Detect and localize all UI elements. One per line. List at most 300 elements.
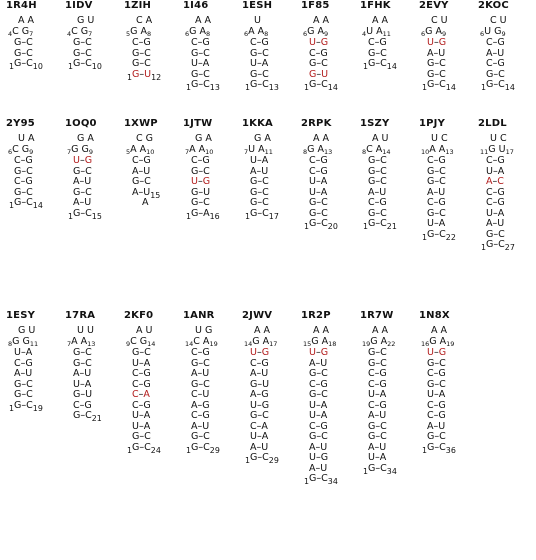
base: A <box>320 410 328 421</box>
pair-bond: – <box>80 37 86 48</box>
last-residue-number: 14 <box>32 200 43 210</box>
pair-bond: – <box>139 58 145 69</box>
base: U <box>309 347 316 358</box>
base-pair <box>250 422 268 432</box>
pdb-id-label: 1IDV <box>65 0 93 11</box>
loop-left-number: 4 <box>362 30 367 38</box>
pair-bond: – <box>433 218 439 229</box>
pair-bond: – <box>21 47 27 59</box>
base: C <box>26 399 33 411</box>
pair-bond: – <box>257 47 263 59</box>
pair-bond: – <box>257 79 263 90</box>
base: G <box>368 420 376 432</box>
loop-right-number: 19 <box>209 340 218 348</box>
last-residue-number: 10 <box>32 61 43 71</box>
base: C <box>497 176 504 187</box>
base: C <box>26 165 33 177</box>
loop-right-number: 9 <box>324 30 329 38</box>
base-pair <box>73 359 92 369</box>
pair-bond: – <box>492 165 498 177</box>
base: G <box>427 68 435 80</box>
base: C <box>427 368 434 379</box>
base: U <box>486 207 493 219</box>
loop-left-number: 5 <box>126 148 131 156</box>
loop-closing-bases: $_5$A $A_{10}$ <box>126 144 155 156</box>
base: U <box>320 357 328 369</box>
base: A <box>73 197 80 208</box>
base: A <box>486 47 493 59</box>
base: C <box>26 389 33 400</box>
base-pair <box>368 443 386 453</box>
base: C <box>380 347 387 358</box>
base: G <box>379 399 387 411</box>
base: C <box>85 410 92 421</box>
base: C <box>427 410 434 421</box>
pair-bond: – <box>198 207 204 219</box>
base: G <box>73 389 81 400</box>
base: G <box>427 441 435 453</box>
base-pair <box>309 369 328 379</box>
base-pair <box>132 49 151 59</box>
pair-bond: – <box>21 58 27 69</box>
loop-right-number: 13 <box>87 340 96 348</box>
base-pair <box>14 359 33 369</box>
first-residue-number: 1 <box>363 221 369 231</box>
loop-left-number: 9 <box>126 340 131 348</box>
first-residue-number: 1 <box>186 211 192 221</box>
base: C <box>427 155 434 166</box>
base-pair <box>250 59 268 69</box>
base-pair <box>245 80 279 93</box>
first-residue-number: 1 <box>127 445 133 455</box>
base: G <box>379 368 387 379</box>
loop-top-bases: A A <box>18 15 35 26</box>
pdb-id-label: 1I46 <box>183 0 209 11</box>
pair-bond: – <box>139 176 145 187</box>
pair-bond: – <box>138 368 144 379</box>
base-pair <box>250 38 269 48</box>
pair-bond: – <box>434 176 440 187</box>
base: C <box>380 47 387 59</box>
base: U <box>320 462 328 474</box>
pair-bond: – <box>139 347 145 358</box>
loop-left-number: 8 <box>303 148 308 156</box>
base: C <box>203 47 210 59</box>
base: C <box>321 207 328 219</box>
base: C <box>380 165 387 177</box>
base-pair <box>368 453 386 463</box>
pair-bond: – <box>138 155 144 166</box>
pair-bond: – <box>316 197 322 208</box>
base-pair <box>309 348 328 358</box>
base: G <box>143 378 151 390</box>
base: C <box>439 58 446 69</box>
last-residue-number: 14 <box>386 61 397 71</box>
pair-bond: – <box>493 68 499 80</box>
base-pair <box>250 198 269 208</box>
base: C <box>26 197 33 208</box>
base: G <box>73 47 81 59</box>
pair-bond: – <box>374 186 380 198</box>
base: U <box>261 441 269 453</box>
base-pair <box>14 156 33 166</box>
base-pair <box>191 348 210 358</box>
base: C <box>132 399 139 411</box>
loop-right-number: 8 <box>147 30 152 38</box>
base: G <box>73 347 81 358</box>
pair-bond: – <box>197 368 203 379</box>
base: A <box>320 176 328 187</box>
base-pair <box>368 411 386 421</box>
base: C <box>380 218 387 229</box>
pair-bond: – <box>256 399 262 411</box>
base: G <box>250 410 258 421</box>
pair-bond: – <box>433 399 439 411</box>
pair-bond: – <box>433 410 439 421</box>
base: C <box>144 441 151 453</box>
base: G <box>368 347 376 358</box>
base: G <box>368 176 376 187</box>
base: C <box>368 399 375 411</box>
loop-top-bases: A A <box>254 325 271 336</box>
base: G <box>427 165 435 177</box>
base: G <box>143 37 151 48</box>
pair-bond: – <box>375 431 381 442</box>
loop-left-number: 16 <box>421 340 430 348</box>
pair-bond: – <box>375 347 381 358</box>
loop-closing-bases: $_{10}$A $A_{13}$ <box>421 144 454 156</box>
base: A <box>73 176 80 187</box>
base-pair <box>186 443 220 456</box>
loop-top-bases: G A <box>77 133 94 144</box>
base-pair <box>304 80 338 93</box>
base: C <box>26 37 33 48</box>
hairpin-panel-2ldl <box>472 118 530 368</box>
base: A <box>143 410 151 421</box>
base: G <box>379 197 387 208</box>
pair-bond: – <box>433 420 439 432</box>
first-residue-number: 1 <box>9 403 15 413</box>
loop-closing-bases: $_7$A $A_{13}$ <box>67 336 96 348</box>
base: U <box>250 399 257 411</box>
pair-bond: – <box>20 357 26 369</box>
pair-bond: – <box>80 410 86 421</box>
pdb-id-label: 1JTW <box>183 118 213 129</box>
pair-bond: – <box>80 389 86 400</box>
base: G <box>132 176 140 187</box>
pair-bond: – <box>434 79 440 90</box>
pair-bond: – <box>197 410 203 421</box>
base: C <box>321 389 328 400</box>
pair-bond: – <box>80 357 86 369</box>
base: G <box>427 58 435 69</box>
hairpin-panel-17ra <box>59 310 117 560</box>
base-pair <box>14 167 33 177</box>
base: A <box>25 347 33 358</box>
base-pair <box>191 432 210 442</box>
base: G <box>84 155 93 166</box>
base-pair <box>427 49 445 59</box>
pair-bond: – <box>433 368 439 379</box>
base: G <box>202 399 210 411</box>
loop-closing-bases: $_9$C $G_{14}$ <box>126 336 156 348</box>
pdb-id-label: 1ESH <box>242 0 273 11</box>
pair-bond: – <box>375 58 381 69</box>
base-pair <box>427 401 446 411</box>
base: G <box>379 37 387 48</box>
base-pair <box>250 401 269 411</box>
base: U <box>379 410 387 421</box>
base: A <box>132 186 139 198</box>
base: G <box>132 431 140 442</box>
base: G <box>202 176 211 187</box>
pair-bond: – <box>256 431 262 442</box>
base: C <box>191 389 198 400</box>
base: C <box>439 357 446 369</box>
base: C <box>85 37 92 48</box>
pdb-id-label: 2EVY <box>419 0 449 11</box>
base: U <box>191 176 198 187</box>
base: G <box>250 68 258 80</box>
loop-left-number: 8 <box>362 148 367 156</box>
base-pair <box>309 59 328 69</box>
first-residue-number: 1 <box>68 211 74 221</box>
pair-bond: – <box>197 37 203 48</box>
base: G <box>438 399 446 411</box>
base-pair <box>422 80 456 93</box>
loop-top-bases: C A <box>136 15 153 26</box>
base: C <box>439 165 446 177</box>
base-pair <box>132 369 151 379</box>
pair-bond: – <box>316 368 322 379</box>
base: U <box>143 165 151 177</box>
pair-bond: – <box>493 228 499 240</box>
loop-right-number: 9 <box>88 148 94 156</box>
base: A <box>203 207 210 219</box>
base: C <box>486 197 493 208</box>
base-pair <box>368 49 387 59</box>
base: G <box>132 68 140 80</box>
base: C <box>262 186 269 198</box>
base: A <box>132 165 139 177</box>
pair-bond: – <box>138 357 144 369</box>
loop-top-bases: A U <box>136 325 153 336</box>
base: G <box>379 378 387 390</box>
base: A <box>309 357 316 369</box>
last-residue-number: 13 <box>209 82 220 92</box>
base: G <box>202 155 210 166</box>
base: G <box>368 155 376 166</box>
base: C <box>380 58 387 69</box>
base-pair <box>309 177 327 187</box>
base: A <box>320 186 328 198</box>
base: A <box>379 389 387 400</box>
pair-bond: – <box>138 410 144 421</box>
loop-closing-bases: $_4$C $G_7$ <box>8 26 34 38</box>
base-pair <box>427 70 446 80</box>
base-pair <box>427 209 446 219</box>
base: C <box>262 47 269 59</box>
base: G <box>427 207 435 219</box>
base: A <box>368 410 375 421</box>
loop-left-number: 7 <box>67 340 72 348</box>
loop-closing-bases: $_{11}$G $U_{17}$ <box>480 144 514 156</box>
loop-left-number: 6 <box>421 30 426 38</box>
pair-bond: – <box>374 410 380 421</box>
pair-bond: – <box>20 176 26 187</box>
base: G <box>368 47 376 59</box>
base: U <box>250 347 257 358</box>
base: G <box>427 228 435 240</box>
loop-right-number: 11 <box>264 148 273 156</box>
base: U <box>144 68 152 80</box>
pair-bond: – <box>256 357 262 369</box>
base-pair <box>368 209 387 219</box>
loop-closing-bases: $_6$U $G_9$ <box>480 26 506 38</box>
base: C <box>26 58 33 69</box>
pair-bond: – <box>139 68 145 80</box>
base: G <box>497 37 505 48</box>
base-pair <box>132 422 150 432</box>
base: G <box>202 37 210 48</box>
pair-bond: – <box>198 197 204 208</box>
pair-bond: – <box>375 155 381 166</box>
base-pair <box>191 177 210 187</box>
base: C <box>439 378 446 390</box>
pair-bond: – <box>256 165 262 177</box>
loop-top-bases: U U <box>77 325 94 336</box>
loop-left-number: 19 <box>362 340 371 348</box>
loop-right-number: 13 <box>324 148 333 156</box>
pair-bond: – <box>315 410 321 421</box>
base: C <box>427 197 434 208</box>
base: G <box>14 58 22 69</box>
base: G <box>320 37 329 48</box>
base: G <box>73 207 81 219</box>
base: C <box>486 186 493 198</box>
loop-left-number: 14 <box>185 340 194 348</box>
base: G <box>427 357 435 369</box>
base: G <box>309 79 317 90</box>
base: G <box>132 58 140 69</box>
base: U <box>84 197 92 208</box>
pair-bond: – <box>316 68 322 80</box>
pair-bond: – <box>198 165 204 177</box>
base: G <box>132 441 140 453</box>
base: C <box>309 165 316 177</box>
base: G <box>497 186 505 198</box>
pair-bond: – <box>316 389 322 400</box>
pair-bond: – <box>374 368 380 379</box>
last-residue-number: 24 <box>150 445 161 455</box>
base-pair <box>368 380 387 390</box>
last-residue-number: 17 <box>268 211 279 221</box>
base: U <box>191 58 198 69</box>
loop-closing-bases: $_6$G $A_8$ <box>185 26 211 38</box>
base: G <box>14 37 22 48</box>
base: G <box>320 452 329 463</box>
base: C <box>486 155 493 166</box>
pair-bond: – <box>21 378 27 390</box>
base: G <box>438 197 446 208</box>
base: C <box>203 68 210 80</box>
loop-right-number: 7 <box>29 30 34 38</box>
base-pair <box>427 390 445 400</box>
pair-bond: – <box>315 37 321 48</box>
base: G <box>320 165 328 177</box>
pair-bond: – <box>315 176 321 187</box>
loop-right-number: 17 <box>269 340 278 348</box>
base: G <box>14 165 22 177</box>
pair-bond: – <box>434 68 440 80</box>
base: G <box>250 197 258 208</box>
base: C <box>144 431 151 442</box>
loop-left-number: 6 <box>480 30 485 38</box>
loop-left-number: 6 <box>244 30 249 38</box>
base-pair <box>14 49 33 59</box>
pair-bond: – <box>316 431 322 442</box>
loop-right-number: 10 <box>205 148 214 156</box>
pdb-id-label: 1F85 <box>301 0 330 11</box>
base-pair <box>127 443 161 456</box>
base-pair <box>245 209 279 222</box>
base: U <box>143 186 151 198</box>
loop-left-number: 5 <box>126 30 131 38</box>
base-pair <box>191 59 209 69</box>
base: C <box>368 368 375 379</box>
pair-bond: – <box>375 420 381 432</box>
loop-top-bases: A A <box>372 15 389 26</box>
base-pair <box>250 390 269 400</box>
pair-bond: – <box>257 197 263 208</box>
base: G <box>368 58 376 69</box>
base-pair <box>486 198 505 208</box>
pair-bond: – <box>197 155 203 166</box>
base: G <box>427 431 435 442</box>
loop-top-bases: G A <box>254 133 271 144</box>
loop-left-number: 7 <box>244 148 249 156</box>
last-residue-number: 13 <box>268 82 279 92</box>
base: C <box>380 357 387 369</box>
last-residue-number: 12 <box>151 72 162 82</box>
pair-bond: – <box>79 197 85 208</box>
base-pair <box>73 177 91 187</box>
base-pair <box>14 390 33 400</box>
base: C <box>250 357 257 369</box>
last-residue-number: 10 <box>91 61 102 71</box>
pair-bond: – <box>79 155 85 166</box>
base: C <box>309 378 316 390</box>
loop-right-number: 13 <box>445 148 454 156</box>
base: U <box>368 389 375 400</box>
base: U <box>497 218 505 229</box>
base: U <box>427 347 434 358</box>
base-pair <box>73 390 92 400</box>
base: U <box>497 47 505 59</box>
base: G <box>309 197 317 208</box>
base: G <box>132 47 140 59</box>
base: C <box>132 389 139 400</box>
base: G <box>14 197 22 208</box>
base-pair <box>132 59 151 69</box>
base: G <box>438 368 446 379</box>
loop-right-number: 11 <box>382 30 391 38</box>
base-pair <box>14 380 33 390</box>
pair-bond: – <box>375 47 381 59</box>
base: C <box>144 347 151 358</box>
base-pair <box>14 38 33 48</box>
pair-bond: – <box>434 441 440 453</box>
